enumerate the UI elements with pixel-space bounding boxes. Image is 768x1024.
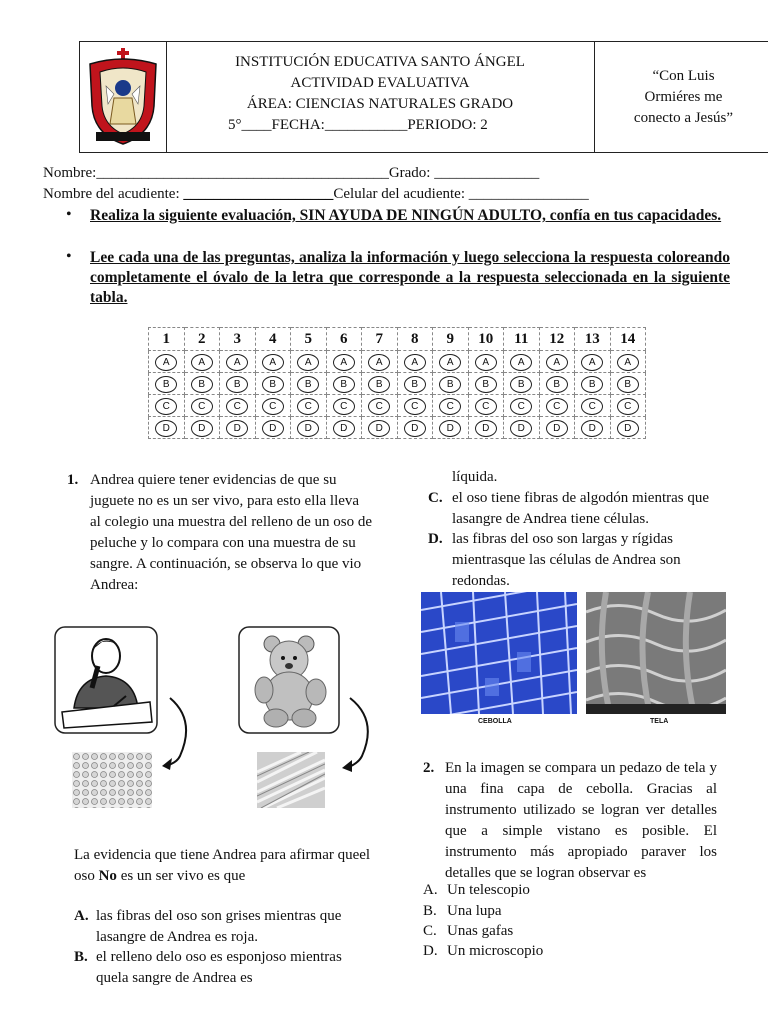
answer-cell <box>220 395 256 417</box>
answer-bubble[interactable]: A <box>617 354 639 371</box>
guardian-line: Nombre del acudiente: ____________________Celular del acudiente: ________________ <box>43 186 589 202</box>
answer-column-number: 8 <box>397 328 433 351</box>
answer-bubble[interactable]: C <box>475 398 497 415</box>
answer-cell <box>539 395 575 417</box>
question-1-text: Andrea quiere tener evidencias de que su juguete no es un ser vivo, para esto ella lleva al colegio una muestra del relleno de un oso de peluche y lo compara con una muestra de su sangre. A continuación, se observa lo que vio Andrea: <box>90 472 372 593</box>
q1-option-b-continued: líquida. <box>452 469 498 485</box>
answer-bubble[interactable]: B <box>368 376 390 393</box>
answer-column-number: 3 <box>220 328 256 351</box>
blood-sample-image <box>72 752 152 808</box>
answer-column-number: 9 <box>433 328 469 351</box>
answer-header-row <box>149 328 646 351</box>
answer-sheet-table <box>148 327 646 439</box>
answer-cell <box>149 351 185 373</box>
answer-cell <box>220 351 256 373</box>
answer-column-number: 4 <box>255 328 291 351</box>
school-logo-icon <box>84 46 162 148</box>
q1-option-d-letter: D. <box>428 531 443 547</box>
answer-cell <box>504 351 540 373</box>
q2-option-b-text: Una lupa <box>447 903 502 919</box>
answer-cell <box>362 373 398 395</box>
answer-cell <box>291 373 327 395</box>
answer-cell <box>326 417 362 439</box>
answer-cell <box>255 395 291 417</box>
fiber-sample-image <box>257 752 325 808</box>
answer-bubble[interactable]: D <box>191 420 213 437</box>
area-line: ÁREA: CIENCIAS NATURALES GRADO <box>246 96 514 112</box>
answer-bubble[interactable]: D <box>333 420 355 437</box>
answer-bubble[interactable]: A <box>262 354 284 371</box>
answer-bubble[interactable]: B <box>510 376 532 393</box>
answer-bubble[interactable]: C <box>617 398 639 415</box>
answer-bubble[interactable]: C <box>581 398 603 415</box>
q1-option-a-text: las fibras del oso son grises mientras que lasangre de Andrea es roja. <box>96 908 342 945</box>
q2-option-d-letter: D. <box>423 943 438 959</box>
school-name: INSTITUCIÓN EDUCATIVA SANTO ÁNGEL <box>235 54 525 70</box>
answer-bubble[interactable]: D <box>226 420 248 437</box>
answer-cell <box>433 395 469 417</box>
answer-bubble[interactable]: B <box>546 376 568 393</box>
answer-cell <box>539 373 575 395</box>
answer-cell <box>433 351 469 373</box>
answer-cell <box>504 373 540 395</box>
answer-cell <box>575 417 611 439</box>
answer-bubble[interactable]: A <box>155 354 177 371</box>
answer-bubble[interactable]: D <box>617 420 639 437</box>
instruction-2: Lee cada una de las preguntas, analiza la información y luego selecciona la respuesta coloreando completamente el óvalo de la letra que corresponde a la respuesta seleccionada en la siguiente tabla. <box>90 249 730 306</box>
answer-bubble[interactable]: A <box>546 354 568 371</box>
motto: “Con Luis Ormiéres me conecto a Jesús” <box>633 67 734 126</box>
answer-bubble[interactable]: D <box>155 420 177 437</box>
answer-cell <box>397 351 433 373</box>
answer-cell <box>575 395 611 417</box>
answer-bubble[interactable]: B <box>155 376 177 393</box>
answer-cell <box>362 351 398 373</box>
answer-bubble[interactable]: D <box>297 420 319 437</box>
answer-cell <box>468 395 504 417</box>
answer-column-number: 6 <box>326 328 362 351</box>
student-illustration-icon <box>54 626 158 734</box>
onion-caption: CEBOLLA <box>478 718 512 725</box>
answer-bubble[interactable]: A <box>191 354 213 371</box>
instruction-1: Realiza la siguiente evaluación, SIN AYUDA DE NINGÚN ADULTO, confía en tus capacidades. <box>90 207 722 224</box>
answer-cell <box>468 373 504 395</box>
motto-cell <box>594 42 768 152</box>
answer-bubble[interactable]: D <box>475 420 497 437</box>
answer-bubble[interactable]: B <box>191 376 213 393</box>
answer-bubble[interactable]: C <box>191 398 213 415</box>
answer-cell <box>149 417 185 439</box>
answer-cell <box>255 351 291 373</box>
q2-option-c-letter: C. <box>423 923 437 939</box>
q1-option-b-text: el relleno delo oso es esponjoso mientras quela sangre de Andrea es <box>96 949 342 986</box>
answer-cell <box>291 417 327 439</box>
answer-bubble[interactable]: C <box>546 398 568 415</box>
answer-bubble[interactable]: A <box>333 354 355 371</box>
name-grade-line: Nombre:_______________________________________Grado: ______________ <box>43 165 540 181</box>
answer-cell <box>326 373 362 395</box>
fabric-caption: TELA <box>650 718 669 725</box>
answer-column-number: 10 <box>468 328 504 351</box>
question-2-text: En la imagen se compara un pedazo de tela y una fina capa de cebolla. Gracias al instrumento utilizado se logran ver detalles que a simple vistano es posible. El instrumento más apropiado paraver los detalles que se logran observar es <box>445 760 717 881</box>
header-table <box>79 41 768 153</box>
answer-bubble[interactable]: A <box>439 354 461 371</box>
answer-bubble[interactable]: C <box>155 398 177 415</box>
question-2-number: 2. <box>423 760 435 776</box>
answer-bubble[interactable]: B <box>439 376 461 393</box>
answer-cell <box>291 395 327 417</box>
answer-cell <box>149 373 185 395</box>
answer-cell <box>220 373 256 395</box>
answer-cell <box>362 417 398 439</box>
answer-cell <box>397 395 433 417</box>
logo-cell <box>80 42 167 152</box>
answer-bubble[interactable]: D <box>510 420 532 437</box>
date-period-line: 5°____FECHA:___________PERIODO: 2 <box>228 117 488 133</box>
answer-cell <box>539 417 575 439</box>
answer-column-number: 1 <box>149 328 185 351</box>
answer-cell <box>504 417 540 439</box>
question-1-number: 1. <box>67 472 79 488</box>
answer-bubble[interactable]: C <box>510 398 532 415</box>
answer-column-number: 13 <box>575 328 611 351</box>
q2-option-d-text: Un microscopio <box>447 943 544 959</box>
answer-bubble[interactable]: C <box>404 398 426 415</box>
q1-option-a-letter: A. <box>74 908 89 924</box>
answer-cell <box>433 373 469 395</box>
answer-bubble[interactable]: B <box>581 376 603 393</box>
answer-row-c <box>149 395 646 417</box>
answer-cell <box>575 373 611 395</box>
answer-bubble[interactable]: C <box>368 398 390 415</box>
answer-cell <box>433 417 469 439</box>
answer-cell <box>326 395 362 417</box>
answer-bubble[interactable]: A <box>475 354 497 371</box>
answer-row-b <box>149 373 646 395</box>
bullet-icon: • <box>66 248 72 265</box>
answer-row-a <box>149 351 646 373</box>
answer-bubble[interactable]: C <box>262 398 284 415</box>
answer-cell <box>184 417 220 439</box>
answer-cell <box>255 373 291 395</box>
bullet-icon: • <box>66 206 72 223</box>
answer-column-number: 7 <box>362 328 398 351</box>
answer-bubble[interactable]: B <box>617 376 639 393</box>
answer-cell <box>610 395 646 417</box>
question-1-prompt: La evidencia que tiene Andrea para afirmar queel oso No es un ser vivo es que <box>74 847 371 884</box>
answer-bubble[interactable]: C <box>226 398 248 415</box>
answer-bubble[interactable]: A <box>510 354 532 371</box>
answer-bubble[interactable]: A <box>581 354 603 371</box>
answer-column-number: 5 <box>291 328 327 351</box>
answer-cell <box>539 351 575 373</box>
answer-cell <box>184 351 220 373</box>
answer-cell <box>575 351 611 373</box>
answer-cell <box>184 373 220 395</box>
onion-cells-image <box>421 592 577 714</box>
answer-bubble[interactable]: B <box>475 376 497 393</box>
answer-row-d <box>149 417 646 439</box>
answer-bubble[interactable]: D <box>546 420 568 437</box>
answer-cell <box>184 395 220 417</box>
answer-bubble[interactable]: A <box>297 354 319 371</box>
fabric-fibers-image <box>586 592 726 714</box>
answer-cell <box>468 351 504 373</box>
teddy-bear-illustration-icon <box>238 626 340 734</box>
answer-cell <box>610 373 646 395</box>
answer-bubble[interactable]: A <box>404 354 426 371</box>
answer-cell <box>291 351 327 373</box>
answer-bubble[interactable]: B <box>404 376 426 393</box>
answer-cell <box>255 417 291 439</box>
q1-option-c-letter: C. <box>428 490 443 506</box>
answer-cell <box>468 417 504 439</box>
answer-bubble[interactable]: D <box>262 420 284 437</box>
answer-cell <box>610 417 646 439</box>
answer-cell <box>362 395 398 417</box>
answer-cell <box>149 395 185 417</box>
q1-option-d-text: las fibras del oso son largas y rígidas mientrasque las células de Andrea son redondas. <box>452 531 681 589</box>
q2-option-a-letter: A. <box>423 882 438 898</box>
q1-option-b-letter: B. <box>74 949 88 965</box>
answer-bubble[interactable]: B <box>226 376 248 393</box>
q1-option-c-text: el oso tiene fibras de algodón mientras que lasangre de Andrea tiene células. <box>452 490 710 527</box>
answer-cell <box>397 373 433 395</box>
answer-column-number: 14 <box>610 328 646 351</box>
answer-column-number: 2 <box>184 328 220 351</box>
arrow-icon <box>150 694 200 774</box>
answer-cell <box>326 351 362 373</box>
header-title-block <box>166 52 594 136</box>
answer-bubble[interactable]: C <box>333 398 355 415</box>
answer-bubble[interactable]: B <box>333 376 355 393</box>
answer-bubble[interactable]: A <box>368 354 390 371</box>
answer-bubble[interactable]: D <box>368 420 390 437</box>
activity-title: ACTIVIDAD EVALUATIVA <box>290 75 470 91</box>
answer-bubble[interactable]: A <box>226 354 248 371</box>
answer-column-number: 12 <box>539 328 575 351</box>
arrow-icon <box>332 694 382 774</box>
answer-bubble[interactable]: D <box>581 420 603 437</box>
answer-bubble[interactable]: C <box>439 398 461 415</box>
q2-option-b-letter: B. <box>423 903 437 919</box>
answer-bubble[interactable]: D <box>439 420 461 437</box>
answer-bubble[interactable]: D <box>404 420 426 437</box>
answer-cell <box>397 417 433 439</box>
answer-bubble[interactable]: B <box>297 376 319 393</box>
answer-bubble[interactable]: C <box>297 398 319 415</box>
q2-option-c-text: Unas gafas <box>447 923 514 939</box>
q2-option-a-text: Un telescopio <box>447 882 530 898</box>
answer-cell <box>504 395 540 417</box>
answer-cell <box>610 351 646 373</box>
answer-bubble[interactable]: B <box>262 376 284 393</box>
answer-column-number: 11 <box>504 328 540 351</box>
answer-cell <box>220 417 256 439</box>
